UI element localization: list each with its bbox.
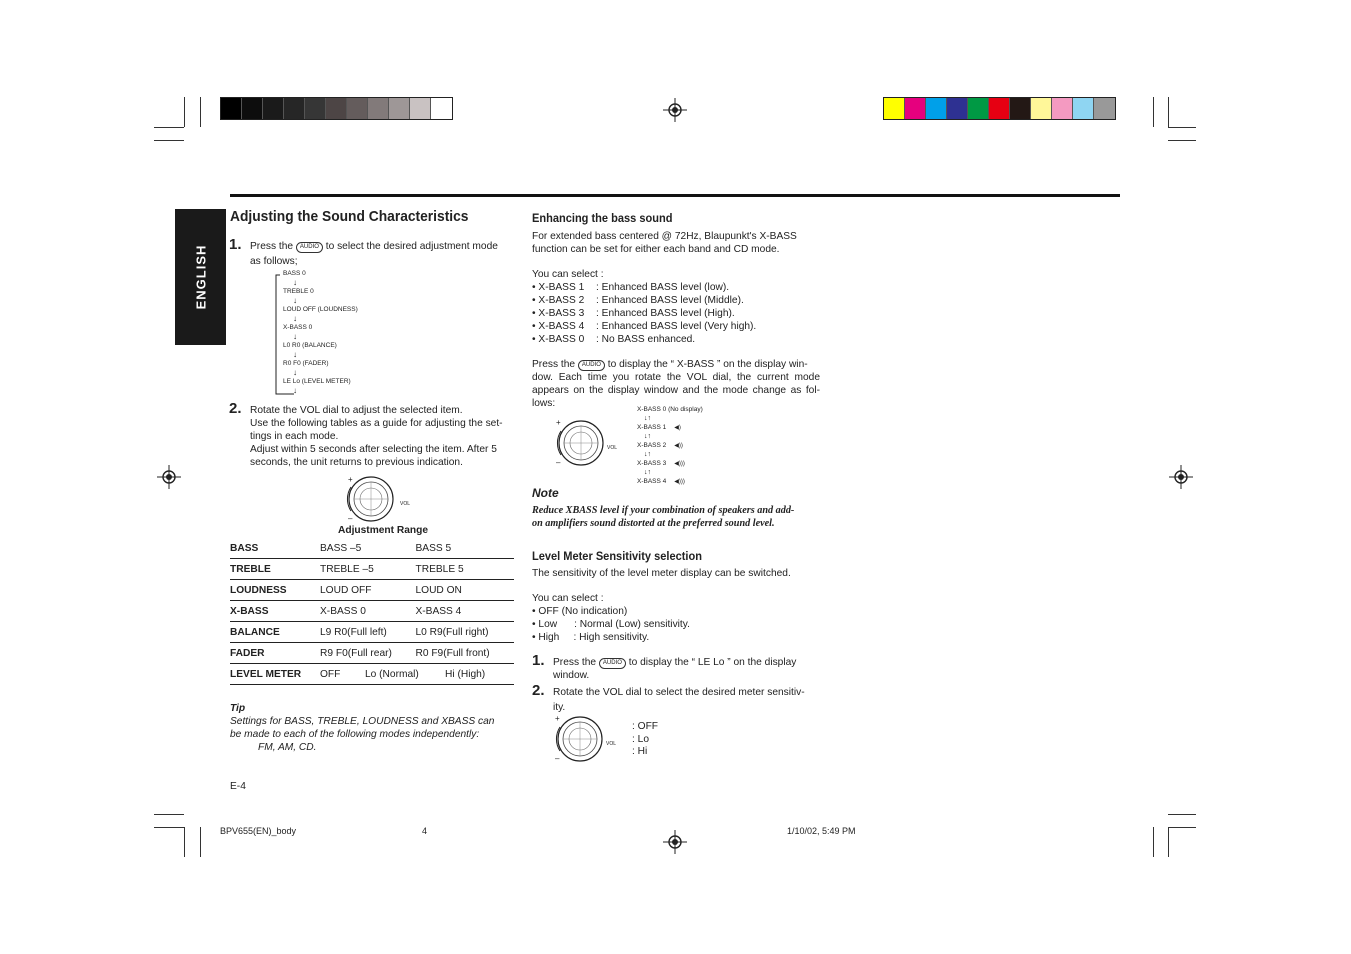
cycle-arrow-icon: ↓↑	[644, 451, 651, 458]
note-title: Note	[532, 486, 559, 500]
color-swatch	[1094, 98, 1115, 119]
step2-line: Rotate the VOL dial to adjust the selected item.	[250, 405, 463, 416]
xbass-mode: X-BASS 2 ◀))	[637, 442, 683, 449]
table-cell: X-BASS 0	[320, 601, 415, 622]
table-cell: LOUD OFF	[320, 580, 415, 601]
mode-flow-list	[283, 270, 358, 396]
footer-page: 4	[422, 826, 428, 836]
color-swatch	[389, 98, 410, 119]
option-desc: : Enhanced BASS level (Middle).	[596, 295, 744, 306]
cycle-arrow-icon: ↓↑	[644, 415, 651, 422]
cycle-arrow-icon: ↓↑	[644, 469, 651, 476]
table-cell: TREBLE –5	[320, 559, 415, 580]
color-swatch	[263, 98, 284, 119]
color-swatch	[305, 98, 326, 119]
tip-title: Tip	[230, 703, 246, 714]
table-cell: FADER	[230, 643, 320, 664]
footer-filename: BPV655(EN)_body	[220, 826, 297, 836]
color-swatch	[347, 98, 368, 119]
step2-text	[250, 404, 515, 469]
xbass-option	[532, 320, 756, 333]
press-line: lows:	[532, 398, 556, 409]
crop-mark	[184, 97, 185, 127]
note-line: Reduce XBASS level if your combination of speakers and add-	[532, 505, 795, 516]
color-swatch	[368, 98, 389, 119]
color-swatch	[884, 98, 905, 119]
table-cell: L0 R9(Full right)	[415, 622, 514, 643]
level-step1-text: Press the AUDIO to display the “ LE Lo ” on the display	[553, 657, 797, 668]
table-cell: X-BASS 4	[415, 601, 514, 622]
level-option-value: : OFF	[632, 721, 659, 732]
option-desc: : Enhanced BASS level (low).	[596, 282, 730, 293]
color-bar	[883, 97, 1116, 120]
language-tab	[175, 209, 226, 345]
color-swatch	[968, 98, 989, 119]
tip-line: be made to each of the following modes independently:	[230, 729, 480, 740]
down-arrow-icon: ↓	[293, 350, 297, 359]
page-number: E-4	[230, 781, 246, 792]
bass-intro	[532, 230, 820, 256]
table-cell: LEVEL METER	[230, 664, 320, 685]
xbass-mode: X-BASS 4 ◀)))	[637, 478, 685, 485]
press-line: appears on the display window and the mode change as fol-	[532, 385, 820, 396]
option-desc: : No BASS enhanced.	[596, 334, 696, 345]
svg-text:+: +	[348, 475, 353, 484]
down-arrow-icon: ↓	[293, 368, 297, 377]
table-cell: R0 F9(Full front)	[415, 643, 514, 664]
table-row	[230, 643, 514, 664]
table-cell: BALANCE	[230, 622, 320, 643]
svg-text:VOL: VOL	[400, 501, 411, 507]
section-title: Adjusting the Sound Characteristics	[230, 208, 469, 225]
table-value: Lo (Normal)	[365, 668, 419, 680]
step2-line: tings in each mode.	[250, 431, 339, 442]
color-swatch	[1052, 98, 1073, 119]
audio-button-icon: AUDIO	[599, 658, 626, 669]
level-option: • OFF (No indication)	[532, 606, 628, 617]
step2-line: seconds, the unit returns to previous indication.	[250, 457, 463, 468]
color-swatch	[905, 98, 926, 119]
xbass-option	[532, 307, 756, 320]
table-cell: LOUD ON	[415, 580, 514, 601]
flow-item: R0 F0 (FADER)	[283, 360, 329, 367]
note-text	[532, 504, 822, 530]
table-title: Adjustment Range	[338, 525, 428, 536]
step-number: 1.	[229, 236, 242, 253]
flow-item: X-BASS 0	[283, 324, 313, 331]
speaker-icon: ◀)))	[674, 479, 685, 485]
flow-item: BASS 0	[283, 270, 306, 277]
table-row	[230, 664, 514, 685]
step1-text-line2: as follows;	[250, 256, 298, 267]
note-line: on amplifiers sound distorted at the preferred sound level.	[532, 518, 775, 529]
down-arrow-icon: ↓	[293, 314, 297, 323]
table-row	[230, 559, 514, 580]
table-row	[230, 538, 514, 559]
color-swatch	[989, 98, 1010, 119]
table-cell: LOUDNESS	[230, 580, 320, 601]
color-swatch	[284, 98, 305, 119]
xbass-mode: X-BASS 1 ◀)	[637, 424, 681, 431]
crop-mark	[1153, 97, 1154, 127]
footer-date: 1/10/02, 5:49 PM	[787, 826, 856, 836]
table-cell	[320, 664, 514, 685]
audio-button-icon: AUDIO	[578, 360, 605, 371]
table-cell: X-BASS	[230, 601, 320, 622]
registration-mark-icon	[663, 98, 687, 122]
tip-line: Settings for BASS, TREBLE, LOUDNESS and XBASS can	[230, 716, 495, 727]
xbass-option	[532, 333, 756, 346]
svg-text:VOL: VOL	[606, 741, 617, 747]
speaker-icon: ◀))	[674, 443, 683, 449]
table-row	[230, 601, 514, 622]
crop-mark	[1168, 127, 1196, 128]
intro-line: function can be set for either each band and CD mode.	[532, 244, 780, 255]
intro-line: For extended bass centered @ 72Hz, Blaupunkt's X-BASS	[532, 231, 797, 242]
level-option-value: : Lo	[632, 733, 649, 745]
svg-text:–: –	[556, 458, 561, 467]
level-step1-line2: window.	[553, 670, 590, 681]
crop-mark	[154, 127, 184, 128]
speaker-icon: ◀)))	[674, 461, 685, 467]
flow-item: L0 R0 (BALANCE)	[283, 342, 337, 349]
color-swatch	[1010, 98, 1031, 119]
level-step2-line2: ity.	[553, 702, 566, 713]
down-arrow-icon: ↓	[293, 332, 297, 341]
level-step2-text: Rotate the VOL dial to select the desired meter sensitiv-	[553, 687, 805, 698]
vol-dial-icon	[343, 473, 415, 523]
gray-color-bar	[220, 97, 453, 120]
crop-mark	[1168, 827, 1169, 857]
svg-text:+: +	[555, 714, 560, 723]
option-name: • X-BASS 4	[532, 321, 585, 332]
color-swatch	[242, 98, 263, 119]
table-cell: BASS	[230, 538, 320, 559]
crop-mark	[1168, 827, 1196, 828]
color-swatch	[926, 98, 947, 119]
option-name: • X-BASS 2	[532, 295, 585, 306]
press-text-lines	[532, 371, 820, 410]
table-value: Hi (High)	[445, 668, 486, 680]
step-number: 2.	[532, 682, 545, 699]
step2-line: Adjust within 5 seconds after selecting the item. After 5	[250, 444, 497, 455]
xbass-mode: X-BASS 0 (No display)	[637, 406, 703, 413]
registration-mark-icon	[157, 465, 181, 489]
cycle-arrow-icon: ↓↑	[644, 433, 651, 440]
color-swatch	[1073, 98, 1094, 119]
option-name: • X-BASS 3	[532, 308, 585, 319]
table-cell: TREBLE	[230, 559, 320, 580]
registration-mark-icon	[663, 830, 687, 854]
crop-mark	[154, 814, 184, 815]
crop-mark	[1168, 97, 1169, 127]
audio-button-icon: AUDIO	[296, 242, 323, 253]
tip-line: FM, AM, CD.	[258, 742, 317, 753]
color-swatch	[947, 98, 968, 119]
level-intro: The sensitivity of the level meter display can be switched.	[532, 568, 791, 579]
step-number: 1.	[532, 652, 545, 669]
xbass-option	[532, 294, 756, 307]
press-text: Press the AUDIO to display the “ X-BASS ” on the display win-	[532, 359, 808, 370]
svg-text:+: +	[556, 418, 561, 427]
select-label: You can select :	[532, 269, 604, 280]
tip-text	[230, 715, 516, 754]
table-row	[230, 580, 514, 601]
crop-mark	[200, 827, 201, 857]
language-tab-label: ENGLISH	[193, 244, 208, 310]
flow-item: TREBLE 0	[283, 288, 314, 295]
svg-text:VOL: VOL	[607, 445, 618, 451]
vol-dial-icon	[552, 713, 624, 763]
crop-mark	[200, 97, 201, 127]
step1-text: Press the AUDIO to select the desired adjustment mode	[250, 241, 498, 252]
xbass-mode: X-BASS 3 ◀)))	[637, 460, 685, 467]
vol-dial-icon	[553, 417, 625, 467]
level-option: • Low : Normal (Low) sensitivity.	[532, 619, 690, 630]
registration-mark-icon	[1169, 465, 1193, 489]
crop-mark	[1168, 814, 1196, 815]
option-name: • X-BASS 1	[532, 282, 585, 293]
step2-line: Use the following tables as a guide for adjusting the set-	[250, 418, 503, 429]
level-option-value: : Hi	[632, 746, 648, 757]
table-cell: BASS –5	[320, 538, 415, 559]
crop-mark	[1153, 827, 1154, 857]
table-cell: R9 F0(Full rear)	[320, 643, 415, 664]
color-swatch	[410, 98, 431, 119]
down-arrow-icon: ↓	[293, 386, 297, 395]
level-option-list	[532, 605, 690, 644]
bass-section-title: Enhancing the bass sound	[532, 211, 673, 225]
press-line: dow. Each time you rotate the VOL dial, the current mode	[532, 372, 820, 383]
xbass-option-list	[532, 281, 756, 346]
color-swatch	[326, 98, 347, 119]
xbass-mode-cycle	[637, 406, 703, 486]
color-swatch	[431, 98, 452, 119]
flow-item: LOUD OFF (LOUDNESS)	[283, 306, 358, 313]
color-swatch	[221, 98, 242, 119]
header-rule	[230, 194, 1120, 197]
table-cell: TREBLE 5	[415, 559, 514, 580]
option-desc: : Enhanced BASS level (Very high).	[596, 321, 757, 332]
flow-item: LE Lo (LEVEL METER)	[283, 378, 351, 385]
adjustment-range-table	[230, 538, 514, 685]
down-arrow-icon: ↓	[293, 278, 297, 287]
level-option-values	[632, 721, 658, 759]
crop-mark	[1168, 140, 1196, 141]
crop-mark	[154, 827, 184, 828]
table-row	[230, 622, 514, 643]
svg-text:–: –	[555, 754, 560, 763]
down-arrow-icon: ↓	[293, 296, 297, 305]
option-name: • X-BASS 0	[532, 334, 585, 345]
svg-text:–: –	[348, 514, 353, 523]
select-label: You can select :	[532, 593, 604, 604]
level-section-title: Level Meter Sensitivity selection	[532, 549, 702, 563]
option-desc: : Enhanced BASS level (High).	[596, 308, 735, 319]
color-swatch	[1031, 98, 1052, 119]
table-cell: BASS 5	[415, 538, 514, 559]
crop-mark	[184, 827, 185, 857]
speaker-icon: ◀)	[674, 425, 681, 431]
level-option: • High : High sensitivity.	[532, 632, 650, 643]
step-number: 2.	[229, 400, 242, 417]
crop-mark	[154, 140, 184, 141]
xbass-option	[532, 281, 756, 294]
table-cell: L9 R0(Full left)	[320, 622, 415, 643]
table-value: OFF	[320, 668, 341, 680]
